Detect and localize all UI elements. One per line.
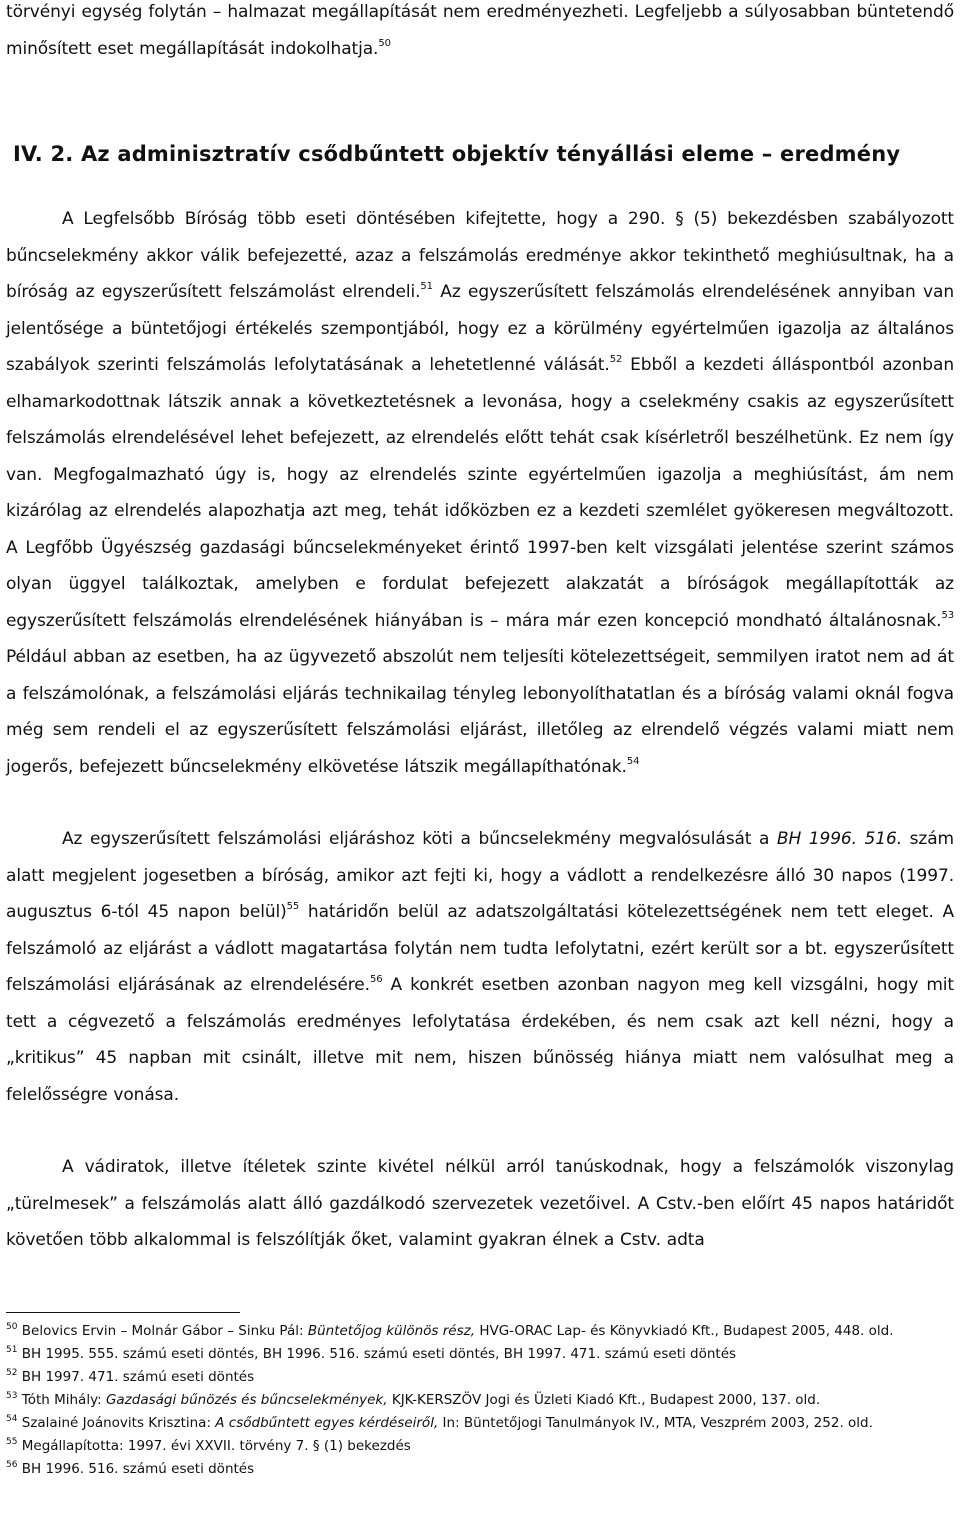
- intro-paragraph: [6, 0, 954, 67]
- body-paragraph-2: [6, 821, 954, 1113]
- case-reference: BH 1996. 516.: [776, 829, 903, 849]
- footnote-title: A csődbűntett egyes kérdéseiről,: [215, 1415, 439, 1431]
- footnotes: [6, 1320, 954, 1481]
- footnote-item: [6, 1389, 954, 1412]
- footnote-item: [6, 1458, 954, 1481]
- body-paragraph-1: [6, 201, 954, 785]
- footnote-ref[interactable]: 50: [378, 37, 391, 49]
- footnote-ref[interactable]: 54: [626, 755, 640, 767]
- footnote-text: In: Büntetőjogi Tanulmányok IV., MTA, Veszprém 2003, 252. old.: [438, 1415, 873, 1431]
- footnote-text: HVG-ORAC Lap- és Könyvkiadó Kft., Budapest 2005, 448. old.: [475, 1323, 894, 1339]
- footnote-ref[interactable]: 55: [286, 901, 300, 913]
- para2-s1: Az egyszerűsített felszámolási eljáráshoz köti a bűncselekmény megvalósulását a: [62, 829, 777, 849]
- footnote-item: [6, 1320, 954, 1343]
- footnote-ref[interactable]: 52: [609, 354, 623, 366]
- para2-s2: szám alatt megjelent jogesetben a bíróság, amikor azt fejti ki, hogy a vádlott a rendelkezésre álló 30 napos (1997. augusztus 6-tól 45 napon belül): [6, 829, 954, 922]
- footnote-item: [6, 1412, 954, 1435]
- footnote-number: 50: [6, 1321, 18, 1332]
- footnote-ref[interactable]: 53: [941, 609, 954, 621]
- para3-text: A vádiratok, illetve ítéletek szinte kivétel nélkül arról tanúskodnak, hogy a felszámolók viszonylag „türelmesek” a felszámolás alatt álló gazdálkodó szervezetek vezetőivel. A Cstv.-ben előírt 45 napos határidőt követően több alkalommal is felszólítják őket, valamint gyakran élnek a Cstv. adta: [6, 1157, 954, 1250]
- footnote-number: 55: [6, 1436, 18, 1447]
- para2-s4: A konkrét esetben azonban nagyon meg kell vizsgálni, hogy mit tett a cégvezető a felszámolás eredményes lefolytatása érdekében, és nem csak azt kell nézni, hogy a „kritikus” 45 napban mit csinált, illetve mit nem, hiszen bűnösség hiánya miatt nem valósulhat meg a felelősségre vonása.: [6, 975, 955, 1105]
- para1-s2: Az egyszerűsített felszámolás elrendelésének annyiban van jelentősége a büntetőjogi értékelés szempontjából, hogy ez a körülmény egyértelműen igazolja az általános szabályok szerinti felszámolás lefolytatásának a lehetetlenné válását.: [6, 282, 954, 375]
- footnote-item: [6, 1343, 954, 1366]
- footnote-text: BH 1997. 471. számú eseti döntés: [21, 1369, 255, 1385]
- footnote-number: 54: [6, 1413, 18, 1424]
- footnote-ref[interactable]: 51: [420, 281, 433, 293]
- section-heading: IV. 2. Az adminisztratív csődbűntett objektív tényállási eleme – eredmény: [13, 142, 901, 166]
- footnote-title: Büntetőjog különös rész,: [307, 1323, 476, 1339]
- footnote-number: 56: [6, 1459, 18, 1470]
- footnote-number: 52: [6, 1367, 18, 1378]
- footnote-text: KJK-KERSZÖV Jogi és Üzleti Kiadó Kft., Budapest 2000, 137. old.: [387, 1392, 821, 1408]
- footnote-text: Szalainé Joánovits Krisztina:: [21, 1415, 216, 1431]
- footnote-text: BH 1995. 555. számú eseti döntés, BH 1996. 516. számú eseti döntés, BH 1997. 471. számú eseti döntés: [21, 1346, 737, 1362]
- footnote-text: Tóth Mihály:: [21, 1392, 106, 1408]
- para1-s3: Ebből a kezdeti álláspontból azonban elhamarkodottnak látszik annak a következtetésnek a levonása, hogy a cselekmény csakis az egyszerűsített felszámolás elrendelésével lehet befejezett, az elrendelés előtt tehát csak kísérletről beszélhetünk. Ez nem így van. Megfogalmazható úgy is, hogy az elrendelés szinte egyértelműen igazolja a meghiúsítást, ám nem kizárólag az elrendelés alapozhatja azt meg, tehát időközben ez a kezdeti szemlélet gyökeresen megváltozott. A Legfőbb Ügyészség gazdasági bűncselekményeket érintő 1997-ben kelt vizsgálati jelentése szerint számos olyan üggyel találkoztak, amelyben e fordulat befejezett alakzatát a bíróságok megállapították az egyszerűsített felszámolás elrendelésének hiányában is – mára már ezen koncepció mondható általánosnak.: [6, 355, 954, 631]
- footnote-text: Megállapította: 1997. évi XXVII. törvény 7. § (1) bekezdés: [21, 1438, 411, 1454]
- footnote-text: Belovics Ervin – Molnár Gábor – Sinku Pál:: [21, 1323, 308, 1339]
- para1-s1: A Legfelsőbb Bíróság több eseti döntésében kifejtette, hogy a 290. § (5) bekezdésben szabályozott bűncselekmény akkor válik befejezetté, azaz a felszámolás eredménye akkor tekinthető meghiúsultnak, ha a bíróság az egyszerűsített felszámolást elrendeli.: [6, 209, 954, 302]
- footnote-ref[interactable]: 56: [369, 974, 383, 986]
- footnote-number: 51: [6, 1344, 18, 1355]
- footnote-title: Gazdasági bűnözés és bűncselekmények,: [105, 1392, 388, 1408]
- footnote-number: 53: [6, 1390, 18, 1401]
- para1-s4: Például abban az esetben, ha az ügyvezető abszolút nem teljesíti kötelezettségeit, semmilyen iratot nem ad át a felszámolónak, a felszámolási eljárás technikailag tényleg lebonyolíthatatlan és a bíróság valami oknál fogva még sem rendeli el az egyszerűsített felszámolási eljárást, illetőleg az elrendelő végzés valami miatt nem jogerős, befejezett bűncselekmény elkövetése látszik megállapíthatónak.: [6, 647, 954, 777]
- intro-text: törvényi egység folytán – halmazat megállapítását nem eredményezheti. Legfeljebb a súlyosabban büntetendő minősített eset megállapítását indokolhatja.: [6, 2, 954, 59]
- footnote-item: [6, 1366, 954, 1389]
- body-paragraph-3: [6, 1149, 954, 1259]
- footnote-text: BH 1996. 516. számú eseti döntés: [21, 1461, 255, 1477]
- footnote-separator: [6, 1312, 240, 1313]
- para2-s3: határidőn belül az adatszolgáltatási kötelezettségének nem tett eleget. A felszámoló az eljárást a vádlott magatartása folytán nem tudta lefolytatni, ezért került sor a bt. egyszerűsített felszámolási eljárásának az elrendelésére.: [6, 902, 954, 995]
- footnote-item: [6, 1435, 954, 1458]
